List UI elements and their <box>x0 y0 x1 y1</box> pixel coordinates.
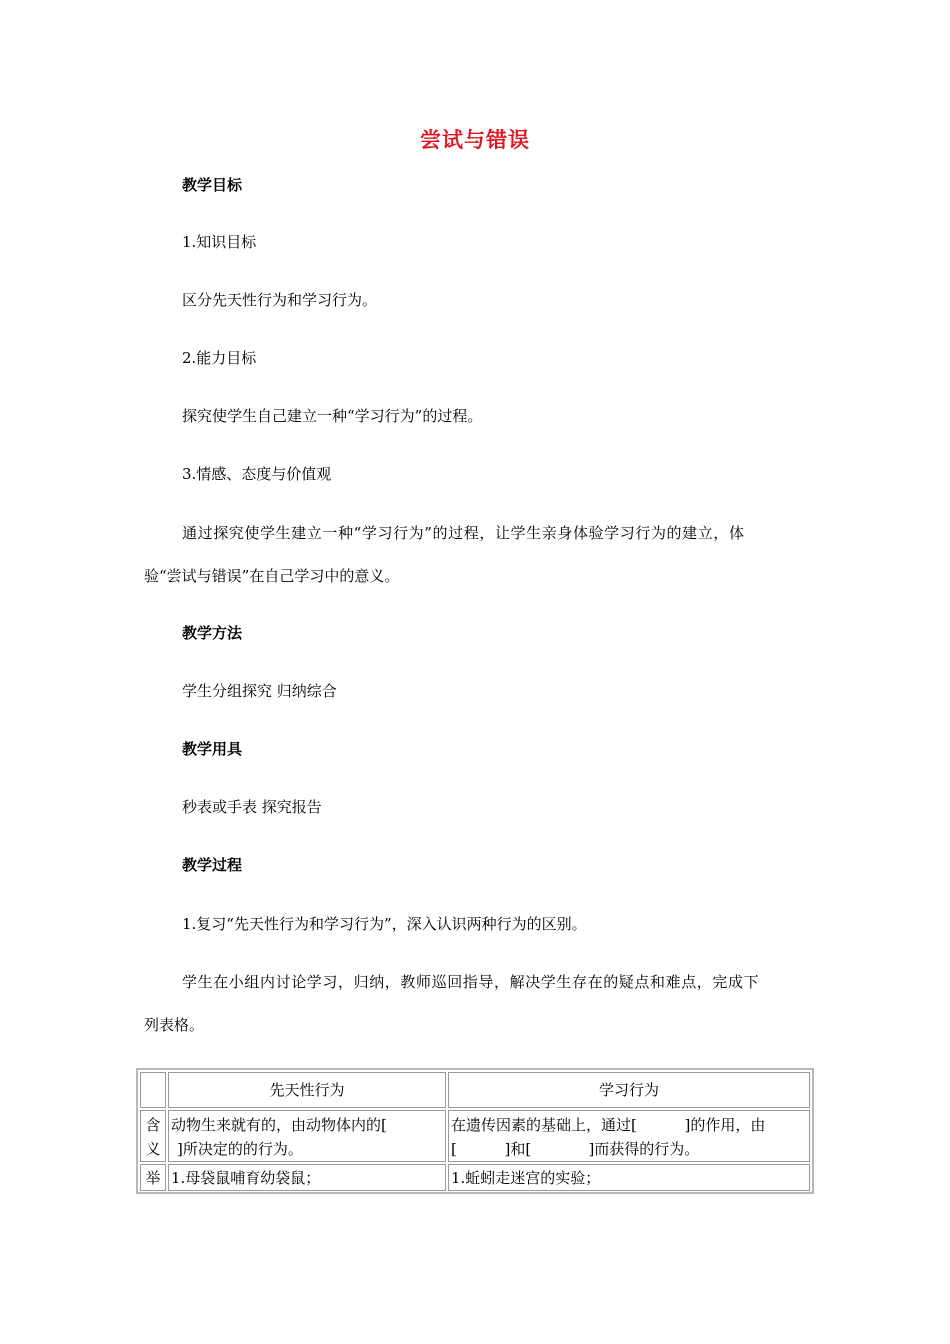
method-text: 学生分组探究 归纳综合 <box>182 682 337 700</box>
goal1-label: 1.知识目标 <box>182 233 257 251</box>
table-header-corner <box>140 1072 166 1108</box>
method-heading: 教学方法 <box>182 624 243 642</box>
table-row-example-learned <box>448 1164 810 1191</box>
process-step1: 1.复习“先天性行为和学习行为”，深入认识两种行为的区别。 <box>182 915 587 933</box>
example-learned-text: 1.蚯蚓走迷宫的实验； <box>451 1169 601 1187</box>
goal3-label: 3.情感、态度与价值观 <box>182 465 332 483</box>
table-row-definition-innate <box>168 1110 446 1162</box>
process-text-line1: 学生在小组内讨论学习，归纳，教师巡回指导，解决学生存在的疑点和难点，完成下 <box>182 973 760 991</box>
definition-label-line1: 含 <box>145 1116 161 1134</box>
definition-innate-line1: 动物生来就有的，由动物体内的[ <box>171 1116 387 1134</box>
document-title: 尝试与错误 <box>420 128 530 152</box>
comparison-table <box>136 1068 814 1194</box>
goal1-text: 区分先天性行为和学习行为。 <box>182 291 378 309</box>
tools-text: 秒表或手表 探究报告 <box>182 798 322 816</box>
table-header-learned-text: 学习行为 <box>598 1081 659 1099</box>
example-label-text: 举 <box>145 1169 161 1187</box>
table-header-innate-text: 先天性行为 <box>269 1081 345 1099</box>
definition-learned-line1: 在遗传因素的基础上，通过[ ]的作用，由 <box>451 1116 766 1134</box>
definition-innate-line2: ]所决定的的行为。 <box>177 1140 303 1158</box>
goal3-text-line2: 验“尝试与错误”在自己学习中的意义。 <box>144 567 400 585</box>
table-row-definition-label <box>140 1110 166 1162</box>
goal2-label: 2.能力目标 <box>182 349 257 367</box>
table-header-innate <box>168 1072 446 1108</box>
tools-heading: 教学用具 <box>182 740 243 758</box>
process-text-line2: 列表格。 <box>144 1016 205 1034</box>
process-heading: 教学过程 <box>182 856 243 874</box>
goals-heading: 教学目标 <box>182 176 243 194</box>
definition-label-line2: 义 <box>145 1140 161 1158</box>
table-header-learned <box>448 1072 810 1108</box>
table-row-definition-learned <box>448 1110 810 1162</box>
table-row-example-label <box>140 1164 166 1191</box>
example-innate-text: 1.母袋鼠哺育幼袋鼠； <box>171 1169 321 1187</box>
definition-learned-line2: [ ]和[ ]而获得的行为。 <box>451 1140 700 1158</box>
goal3-text-line1: 通过探究使学生建立一种“学习行为”的过程，让学生亲身体验学习行为的建立，体 <box>182 524 745 542</box>
table-row-example-innate <box>168 1164 446 1191</box>
goal2-text: 探究使学生自己建立一种“学习行为”的过程。 <box>182 407 483 425</box>
